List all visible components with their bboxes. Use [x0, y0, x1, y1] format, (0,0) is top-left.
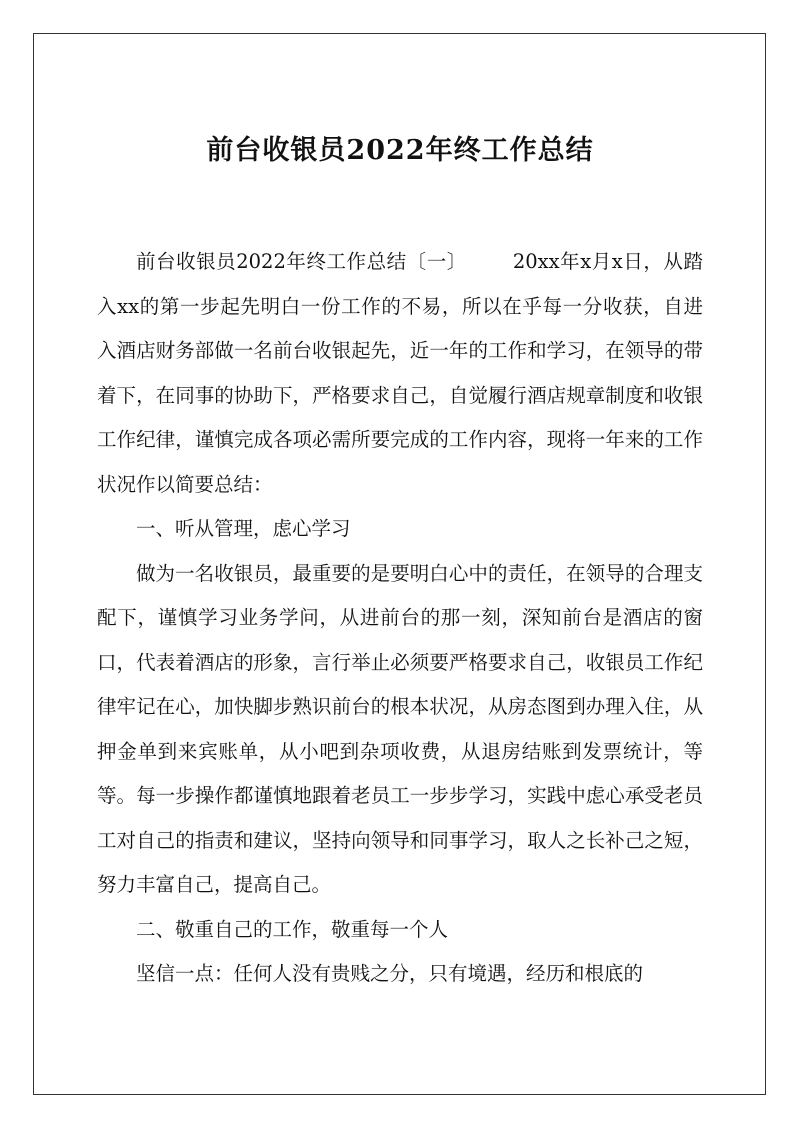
paragraph-section-2: 坚信一点：任何人没有贵贱之分，只有境遇，经历和根底的: [136, 962, 644, 985]
section-heading-1: 一、听从管理，虑心学习: [136, 517, 351, 540]
paragraph-intro-text: 20xx年x月x日，从踏入xx的第一步起先明白一份工作的不易，所以在乎每一分收获，自进入酒店财务部做一名前台收银起先，近一年的工作和学习，在领导的带着下，在同事的协助下，严格要求自己，自觉履行酒店规章制度和收银工作纪律，谨慎完成各项必需所要完成的工作内容，现将一年来的工作状况作以简要总结：: [97, 250, 703, 496]
section-heading-2: 二、敬重自己的工作，敬重每一个人: [136, 917, 449, 941]
document-body: [97, 240, 703, 997]
paragraph-lead: 前台收银员2022年终工作总结〔一〕: [136, 250, 467, 273]
paragraph-intro: [97, 240, 703, 507]
paragraph-section-1: 做为一名收银员，最重要的是要明白心中的责任，在领导的合理支配下，谨慎学习业务学问，从进前台的那一刻，深知前台是酒店的窗口，代表着酒店的形象，言行举止必须要严格要求自己，收银员工作纪律牢记在心，加快脚步熟识前台的根本状况，从房态图到办理入住，从押金单到来宾账单，从小吧到杂项收费，从退房结账到发票统计，等等。每一步操作都谨慎地跟着老员工一步步学习，实践中虑心承受老员工对自己的指责和建议，坚持向领导和同事学习，取人之长补己之短，努力丰富自己，提高自己。: [97, 561, 703, 896]
document-title: 前台收银员2022年终工作总结: [206, 135, 594, 166]
